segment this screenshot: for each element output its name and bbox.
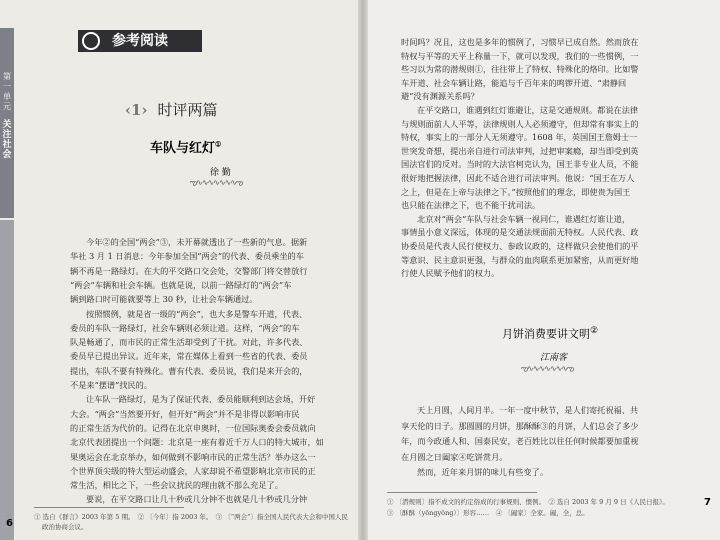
text-line: 大会。“两会”当然要开好，但开好“两会”并不是非得以影响市民 bbox=[70, 408, 300, 419]
article2-title-note: ② bbox=[590, 325, 599, 336]
text-line: 事情虽小意义深远，体现的是交通法规面前无特权。人民代表、政 bbox=[401, 227, 639, 238]
text-line: 等意识、民主意识更强，与群众的血肉联系更加紧密，从而更好地 bbox=[401, 254, 639, 265]
text-line: 很好地把握法律，因此不适合进行司法审判。他说：“国王在万人 bbox=[401, 173, 635, 183]
text-line: 北京代表团提出一个问题：北京是一座有着近千万人口的特大城市，如 bbox=[70, 437, 324, 448]
section-title-row bbox=[125, 99, 217, 120]
text-line: 委员早已提出异议。近年来，常在媒体上看到一些省的代表、委员 bbox=[70, 351, 308, 362]
footnote-line: ① 〔潜规则〕指不成文的约定俗成的行事规则、惯例。 ② 选自 2003 年 9 月 9 日《人民日报》。 bbox=[387, 498, 669, 506]
section-number: ‹1› bbox=[125, 101, 148, 119]
unit-tab-line1: 第一单元 bbox=[3, 72, 11, 111]
text-line: 在月圆之日阖家④吃饼赏月。 bbox=[401, 451, 508, 462]
text-line: 果奥运会在北京举办，如何做到不影响市民的正常生活？举办这么一 bbox=[70, 451, 316, 462]
book-spine bbox=[358, 0, 368, 540]
text-line: 行使人民赋予他们的权力。 bbox=[401, 268, 500, 279]
footnote-line: ③ 〔酥酥（yōnɡyǒnɡ）〕形容…… ④ 〔阖家〕全家。阖，全，总。 bbox=[387, 509, 589, 517]
author2: 江南客 bbox=[540, 353, 568, 363]
text-line: 今年②的全国“两会”③，未开幕就透出了一些新的气息。据新 bbox=[86, 237, 308, 247]
text-line: “两会”车辆和社会车辆。也就是说，以前一路绿灯的“两会”车 bbox=[70, 279, 292, 290]
author: 徐 勤 bbox=[210, 168, 231, 178]
text-line: 年，而今政通人和、国泰民安，老百姓比以往任何时候都要加重视 bbox=[401, 436, 639, 446]
text-line: 华社 3 月 1 日消息：今年参加全国“两会”的代表、委员乘坐的车 bbox=[70, 251, 304, 262]
text-line: 委员的车队一路绿灯，社会车辆则必须让道。这样，“两会”的车 bbox=[70, 322, 300, 333]
section-header: 参考阅读 bbox=[78, 30, 202, 52]
article-title-note: ① bbox=[215, 139, 222, 149]
text-line: 之上，但是在上帝与法律之下。”按照他们的理念，即使贵为国王 bbox=[401, 186, 631, 197]
text-line: 辆到路口时可能就要等上 30 秒，让社会车辆通过。 bbox=[70, 294, 258, 305]
text-line: 辆不再是一路绿灯。在大的平交路口交会处，交警部门将交替放行 bbox=[70, 265, 308, 276]
ornament-icon: ఌ∿∿∿∿∿∿∿ఌ bbox=[521, 364, 574, 373]
text-line: 世突发奇想，提出亲自进行司法审判，过把审案瘾，却当即受到英 bbox=[401, 145, 639, 156]
footnote-rule bbox=[34, 507, 184, 508]
text-line: 时间吗？况且，这也是多年的惯例了，习惯早已成自然。然而放在 bbox=[401, 37, 639, 47]
text-line: 也只能在法律之下，也不能干扰司法。 bbox=[401, 200, 541, 211]
footnote-line: 政治协商会议。 bbox=[42, 523, 88, 531]
text-line: 按照惯例，就是省一级的“两会”，也大多是警车开道，代表、 bbox=[86, 308, 308, 319]
article-title: 车队与红灯① bbox=[150, 139, 222, 156]
footnote-line: ① 选自《群言》2003 年第 5 期。 ② 〔今年〕指 2003 年。 ③ 〔“两会”〕指全国人民代表大会和中国人民 bbox=[34, 513, 348, 521]
margin-strip bbox=[0, 220, 14, 540]
text-line: 提出，车队不要有特殊化。曹有代表、委员说，我们是来开会的， bbox=[70, 365, 308, 376]
unit-tab-line2: 关注社会 bbox=[2, 120, 12, 160]
text-line: 队是畅通了，而市民的正常生活却受到了干扰。对此，许多代表、 bbox=[70, 337, 308, 348]
article2-title: 月饼消费要讲文明② bbox=[502, 325, 599, 341]
text-line: 特权与平等的天平上称量一下，就可以发现，我们的一些惯例，一 bbox=[401, 50, 639, 61]
text-line: 的正常生活为代价的。记得在北京申奥时，一位国际奥委会委员就向 bbox=[70, 422, 316, 433]
text-line: 不是来“摆谱”找民的。 bbox=[70, 380, 153, 390]
text-line: 享天伦的日子。那圆圆的月饼，那酥酥③的月饼，人们总会了多少 bbox=[401, 420, 639, 431]
text-line: 国法官们的反对。当时的大法官柯克认为，国王非专业人员，不能 bbox=[401, 159, 639, 170]
text-line: 协委员是代表人民行使权力、参政议政的，这样做只会使他们的平 bbox=[401, 241, 639, 251]
text-line: 天上月圆，人间月半。一年一度中秋节，是人们寄托祝福、共 bbox=[417, 405, 639, 415]
text-line: 与规则面前人人平等，法律规则人人必须遵守，但却常有事实上的 bbox=[401, 118, 639, 129]
text-line: 些习以为常的潜规则①，往往带上了特权、特殊化的烙印。比如警 bbox=[401, 64, 639, 75]
footnote-rule bbox=[387, 492, 537, 493]
text-line: 让车队一路绿灯，是为了保证代表、委员能顺利到达会场，开好 bbox=[86, 394, 316, 405]
text-line: 常生活，相比之下，一些会议扰民的理由就不那么充足了。 bbox=[70, 480, 283, 491]
text-line: 北京对“两会”车队与社会车辆一视同仁，谁遇红灯谁让道， bbox=[417, 213, 631, 224]
text-line: 个世界顶尖级的特大型运动盛会，人家却说不希望影响北京市民的正 bbox=[70, 465, 316, 476]
unit-tab bbox=[0, 28, 14, 218]
text-line: 在平交路口，谁遇到红灯谁避让，这是交通规则。都说在法律 bbox=[417, 105, 639, 115]
section-title: 时评两篇 bbox=[157, 101, 218, 119]
text-line: 车开道、社会车辆让路，能追与千百年来的鸣锣开道、“肃静回 bbox=[401, 77, 627, 88]
text-line: 特权，事实上的一部分人无须遵守。1608 年，英国国王詹姆士一 bbox=[401, 132, 638, 143]
text-line: 要说，在平交路口让几十秒或几分钟不也就是几十秒或几分钟 bbox=[86, 494, 308, 505]
ornament-icon: ఌ∿∿∿∿∿∿∿ఌ bbox=[190, 178, 243, 187]
reading-icon bbox=[82, 32, 100, 50]
text-line: 避”没有渊源关系吗？ bbox=[401, 91, 479, 102]
right-page bbox=[363, 0, 720, 540]
page-number: 7 bbox=[704, 497, 711, 508]
page-number: 6 bbox=[6, 518, 13, 529]
text-line: 然而，近年来月饼的味儿有些变了。 bbox=[417, 467, 549, 477]
